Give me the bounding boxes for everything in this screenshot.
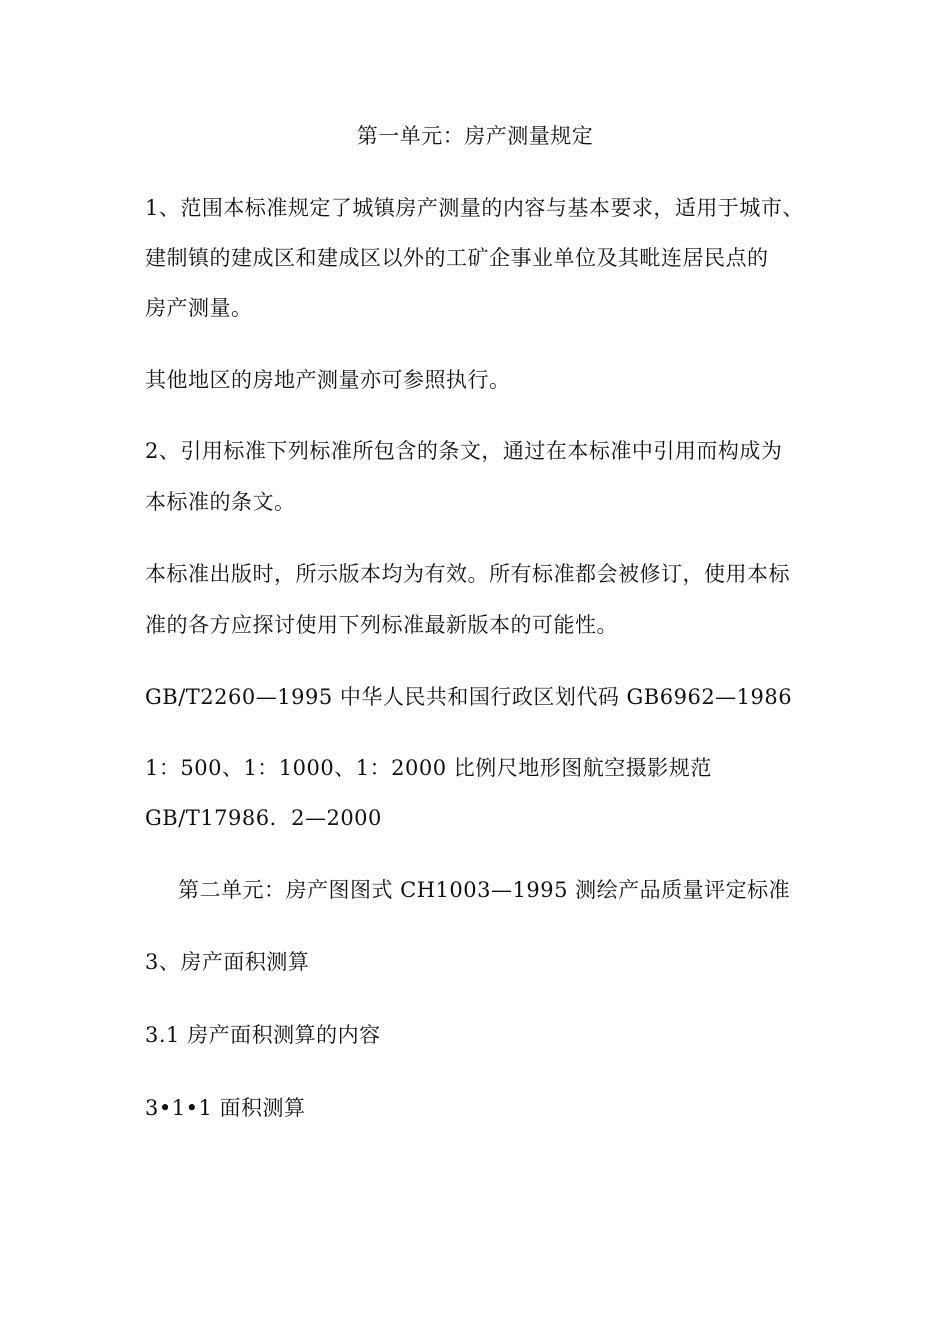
standard-reference: 1：500、1：1000、1：2000 比例尺地形图航空摄影规范	[145, 756, 712, 780]
standard-reference: GB/T2260—1995 中华人民共和国行政区划代码 GB6962—1986	[145, 685, 793, 709]
section-heading: 3、房产面积测算	[145, 950, 310, 974]
paragraph-line: 1、范围本标准规定了城镇房产测量的内容与基本要求，适用于城市、	[145, 196, 804, 220]
paragraph-line: 其他地区的房地产测量亦可参照执行。	[145, 368, 511, 392]
paragraph-line: 建制镇的建成区和建成区以外的工矿企事业单位及其毗连居民点的	[145, 246, 769, 270]
paragraph-line: 2、引用标准下列标准所包含的条文，通过在本标准中引用而构成为	[145, 439, 783, 463]
paragraph-line: 准的各方应探讨使用下列标准最新版本的可能性。	[145, 613, 618, 637]
paragraph-line: 本标准出版时，所示版本均为有效。所有标准都会被修订，使用本标	[145, 562, 790, 586]
page-title: 第一单元：房产测量规定	[356, 124, 594, 148]
subsubsection-heading: 3•1•1 面积测算	[145, 1096, 306, 1120]
unit-heading: 第二单元：房产图图式 CH1003—1995 测绘产品质量评定标准	[178, 878, 791, 902]
paragraph-line: 本标准的条文。	[145, 490, 296, 514]
paragraph-line: 房产测量。	[145, 296, 253, 320]
subsection-heading: 3.1 房产面积测算的内容	[145, 1023, 381, 1047]
standard-reference: GB/T17986．2—2000	[145, 806, 382, 830]
